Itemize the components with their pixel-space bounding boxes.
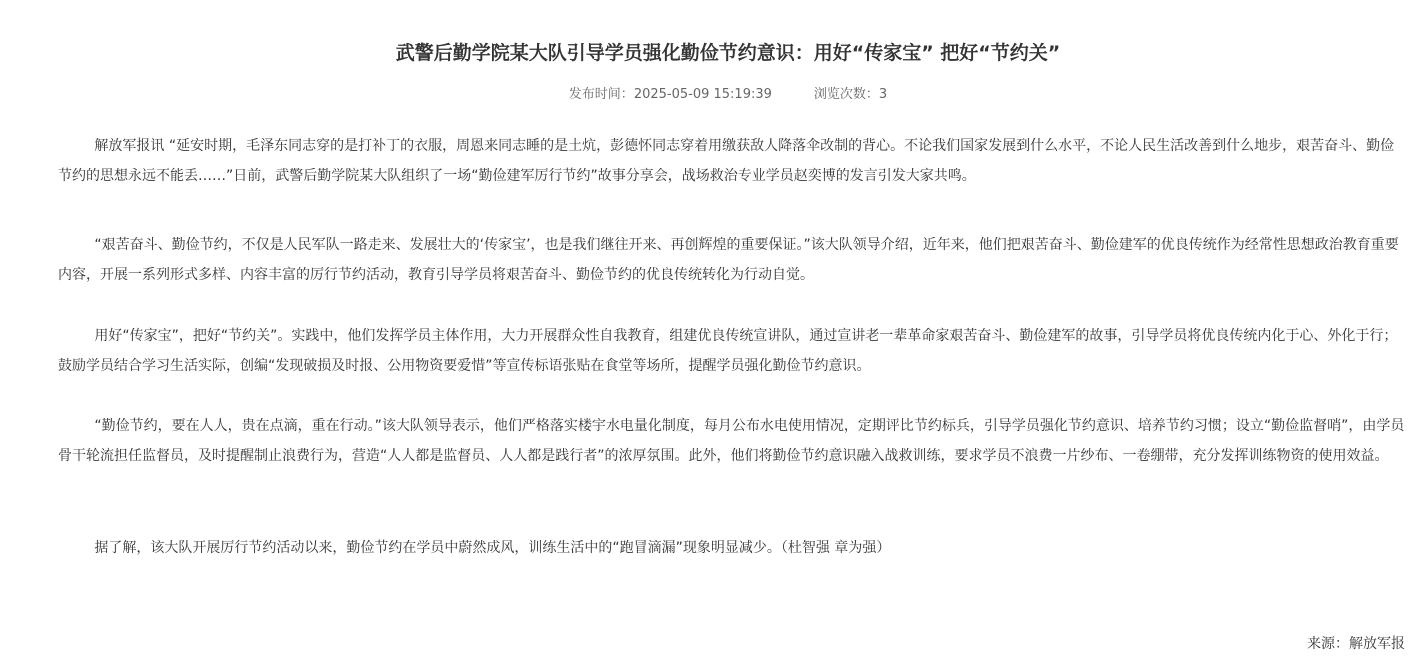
publish-time: 2025-05-09 15:19:39 <box>633 87 772 102</box>
view-count: 3 <box>878 87 888 102</box>
article-title: 武警后勤学院某大队引导学员强化勤俭节约意识：用好“传家宝” 把好“节约关” <box>395 42 1061 64</box>
article-meta <box>58 84 1398 106</box>
paragraph-1: 解放军报讯 “延安时期，毛泽东同志穿的是打补丁的衣服，周恩来同志睡的是土炕，彭德怀同志穿着用缴获敌人降落伞改制的背心。不论我们国家发展到什么水平，不论人民生活改善到什么地步，艰苦奋斗、勤俭节约的思想永远不能丢……”日前，武警后勤学院某大队组织了一场“勤俭建军厉行节约”故事分享会，战场救治专业学员赵奕博的发言引发大家共鸣。 <box>58 138 1395 184</box>
source-label: 来源： <box>1307 636 1349 652</box>
paragraph-4: “勤俭节约，要在人人，贵在点滴，重在行动。”该大队领导表示，他们严格落实楼宇水电量化制度，每月公布水电使用情况，定期评比节约标兵，引导学员强化节约意识、培养节约习惯；设立“勤俭监督哨”，由学员骨干轮流担任监督员，及时提醒制止浪费行为，营造“人人都是监督员、人人都是践行者”的浓厚氛围。此外，他们将勤俭节约意识融入战救训练，要求学员不浪费一片纱布、一卷绷带，充分发挥训练物资的使用效益。 <box>58 418 1405 464</box>
paragraph-2: “艰苦奋斗、勤俭节约，不仅是人民军队一路走来、发展壮大的‘传家宝’，也是我们继往开来、再创辉煌的重要保证。”该大队领导介绍，近年来，他们把艰苦奋斗、勤俭建军的优良传统作为经常性思想政治教育重要内容，开展一系列形式多样、内容丰富的厉行节约活动，教育引导学员将艰苦奋斗、勤俭节约的优良传统转化为行动自觉。 <box>58 237 1399 283</box>
view-count-label: 浏览次数： <box>813 87 879 102</box>
paragraph-3: 用好“传家宝”，把好“节约关”。实践中，他们发挥学员主体作用，大力开展群众性自我教育，组建优良传统宣讲队，通过宣讲老一辈革命家艰苦奋斗、勤俭建军的故事，引导学员将优良传统内化于心、外化于行；鼓励学员结合学习生活实际，创编“发现破损及时报、公用物资要爱惜”等宣传标语张贴在食堂等场所，提醒学员强化勤俭节约意识。 <box>58 328 1398 374</box>
publish-time-label: 发布时间： <box>568 87 634 102</box>
source-name: 解放军报 <box>1349 636 1405 652</box>
article-source <box>1307 632 1405 656</box>
paragraph-5: 据了解，该大队开展厉行节约活动以来，勤俭节约在学员中蔚然成风，训练生活中的“跑冒滴漏”现象明显减少。（杜智强 章为强） <box>94 540 891 556</box>
